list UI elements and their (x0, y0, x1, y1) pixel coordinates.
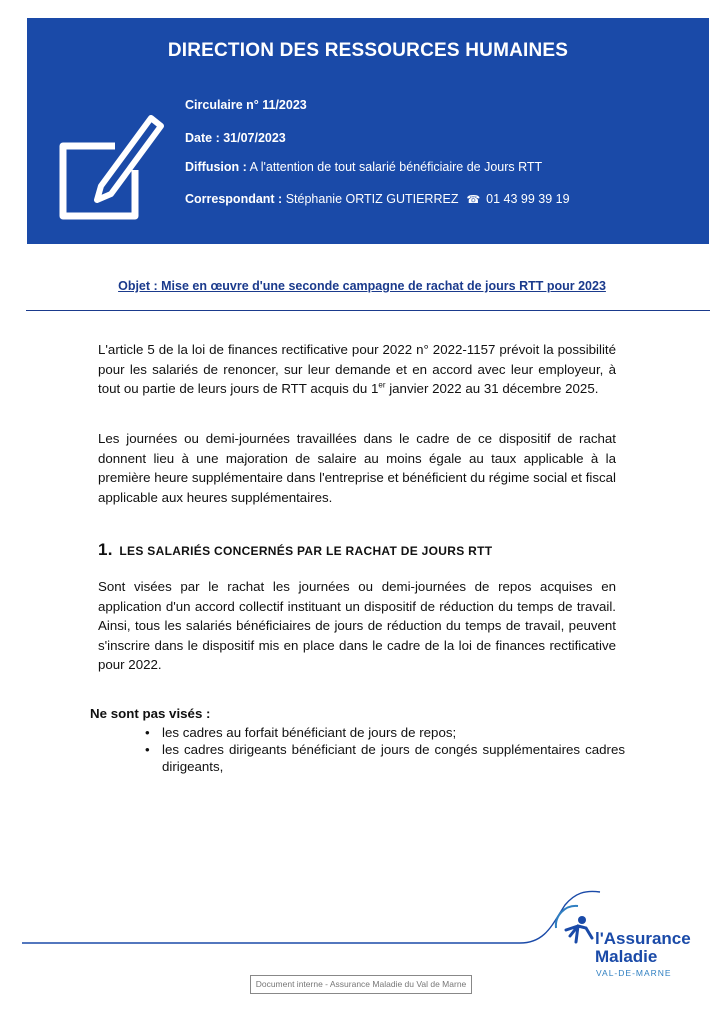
phone-number: 01 43 99 39 19 (486, 192, 570, 206)
circulaire-date: Date : 31/07/2023 (185, 131, 286, 145)
department-title: DIRECTION DES RESSOURCES HUMAINES (167, 40, 569, 61)
exclusions-heading: Ne sont pas visés : (90, 706, 211, 721)
intro-paragraph-2: Les journées ou demi-journées travaillées dans le cadre de ce dispositif de rachat donnent lieu à une majoration de salaire au moins égale au taux applicable à la première heure supplémentaire dans l'entreprise et bénéficient du régime social et fiscal applicable aux heures supplémentaires. (98, 431, 616, 505)
section-1-paragraph: Sont visées par le rachat les journées ou demi-journées de repos acquises en application d'un accord collectif instituant un dispositif de réduction du temps de travail. Ainsi, tous les salariés bénéficiaires de jours de réduction du temps de travail, peuvent s'inscrire dans le dispositif mis en place dans le cadre de la loi de finances rectificative pour 2022. (98, 579, 616, 672)
phone-icon: ☎ (466, 194, 481, 206)
intro-paragraph-1: L'article 5 de la loi de finances rectificative pour 2022 n° 2022-1157 prévoit la possibilité pour les salariés de renoncer, sur leur demande et en accord avec leur employeur, à tout ou partie de leurs jours de RTT acquis du 1er janvier 2022 au 31 décembre 2025. (98, 342, 616, 396)
list-item: • les cadres dirigeants bénéficiant de jours de congés supplémentaires cadres dirigeants, (145, 741, 625, 775)
section-1-heading: 1. LES SALARIÉS CONCERNÉS PAR LE RACHAT DE JOURS RTT (98, 540, 493, 559)
subject-line: Objet : Mise en œuvre d'une seconde campagne de rachat de jours RTT pour 2023 (118, 279, 606, 293)
logo-wordmark: l'Assurance Maladie (595, 929, 691, 966)
circulaire-number: Circulaire n° 11/2023 (185, 98, 307, 112)
correspondant-line: Correspondant : Stéphanie ORTIZ GUTIERREZ ☎ 01 43 99 39 19 (185, 192, 570, 206)
internal-document-stamp: Document interne - Assurance Maladie du Val de Marne (250, 975, 472, 994)
logo-region: VAL-DE-MARNE (596, 968, 672, 978)
assurance-maladie-logo-icon (548, 898, 596, 948)
list-item: • les cadres au forfait bénéficiant de jours de repos; (145, 724, 625, 741)
diffusion-line: Diffusion : A l'attention de tout salarié bénéficiaire de Jours RTT (185, 160, 543, 174)
